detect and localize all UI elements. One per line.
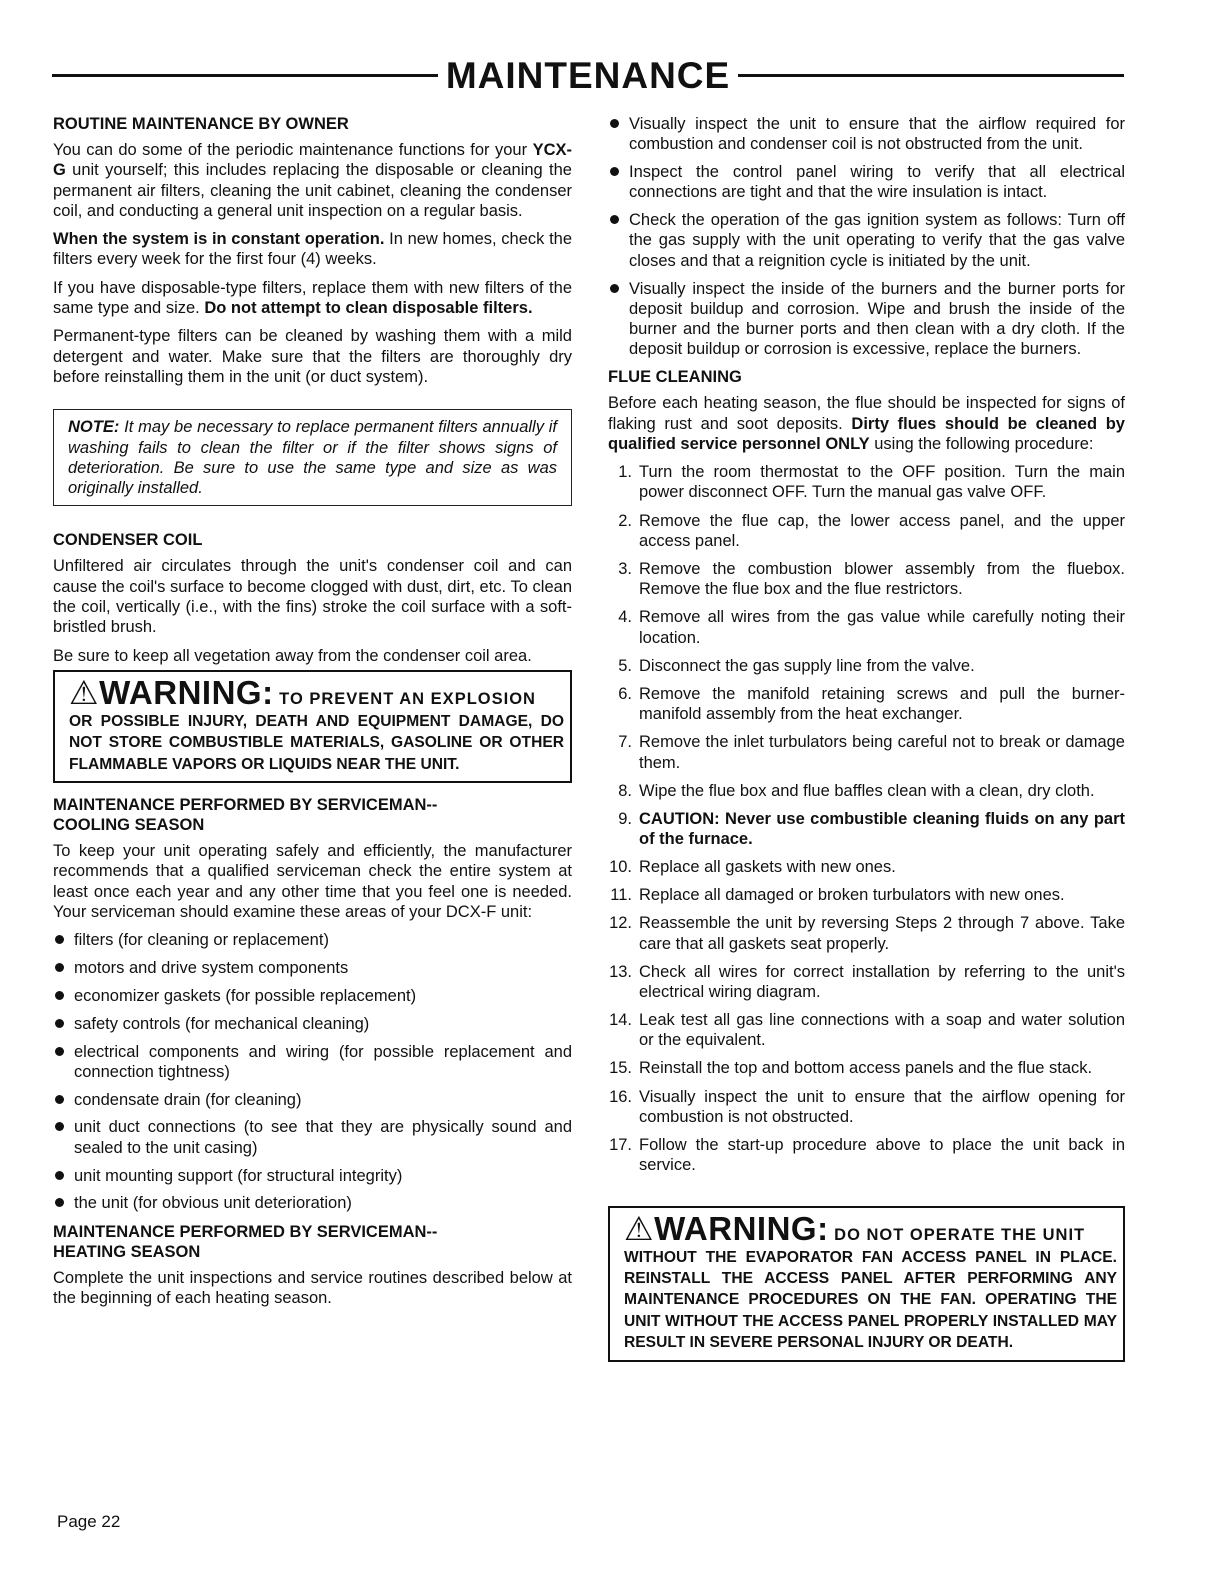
step-number: 14. bbox=[609, 1011, 632, 1030]
list-item: the unit (for obvious unit deterioration) bbox=[53, 1193, 572, 1213]
list-item: electrical components and wiring (for possible replacement and connection tightness) bbox=[53, 1042, 572, 1083]
step-text: Disconnect the gas supply line from the valve. bbox=[639, 656, 975, 675]
bullet-icon bbox=[55, 1095, 64, 1104]
note-label: NOTE: bbox=[68, 418, 120, 437]
step-text: Leak test all gas line connections with a soap and water solution or the equivalent. bbox=[639, 1011, 1125, 1050]
bullet-icon bbox=[55, 991, 64, 1000]
left-column bbox=[53, 114, 572, 1316]
flue-step bbox=[608, 684, 1125, 725]
step-number: 12. bbox=[609, 914, 632, 933]
bullet-icon bbox=[610, 119, 619, 128]
page-header bbox=[52, 50, 1124, 100]
step-number: 1. bbox=[618, 463, 632, 482]
flue-step bbox=[608, 607, 1125, 648]
heating-checklist bbox=[608, 114, 1125, 360]
flue-step bbox=[608, 511, 1125, 552]
flue-step bbox=[608, 559, 1125, 600]
page-number: Page 22 bbox=[57, 1512, 121, 1531]
bullet-icon bbox=[610, 284, 619, 293]
warning-text: WITHOUT THE EVAPORATOR FAN ACCESS PANEL IN PLACE. REINSTALL THE ACCESS PANEL AFTER PERFORMING ANY MAINTENANCE PROCEDURES ON THE FAN. OPERATING THE UNIT WITHOUT THE ACCESS PANEL PROPERLY INSTALLED MAY RESULT IN SEVERE PERSONAL INJURY OR DEATH. bbox=[624, 1248, 1117, 1352]
list-item: unit mounting support (for structural integrity) bbox=[53, 1166, 572, 1186]
step-text: Remove all wires from the gas value while carefully noting their location. bbox=[639, 608, 1125, 647]
right-column bbox=[608, 114, 1125, 1362]
flue-step bbox=[608, 656, 1125, 676]
flue-step bbox=[608, 809, 1125, 850]
warning-text: OR POSSIBLE INJURY, DEATH AND EQUIPMENT DAMAGE, DO NOT STORE COMBUSTIBLE MATERIALS, GASOLINE OR OTHER FLAMMABLE VAPORS OR LIQUIDS NEAR THE UNIT. bbox=[69, 712, 564, 773]
flue-step bbox=[608, 1058, 1125, 1078]
bullet-icon bbox=[55, 1047, 64, 1056]
warning-box-access-panel bbox=[608, 1206, 1125, 1362]
step-number: 5. bbox=[618, 656, 632, 675]
step-number: 4. bbox=[618, 608, 632, 627]
cooling-intro: To keep your unit operating safely and efficiently, the manufacturer recommends that a qualified serviceman check the entire system at least once each year and any other time that you feel one is needed. Your serviceman should examine these areas of your DCX-F unit: bbox=[53, 842, 572, 922]
step-number: 10. bbox=[609, 858, 632, 877]
step-number: 15. bbox=[609, 1059, 632, 1078]
header-rule-right bbox=[738, 74, 1124, 77]
list-item: condensate drain (for cleaning) bbox=[53, 1090, 572, 1110]
step-number: 17. bbox=[609, 1135, 632, 1154]
routine-paragraph-4: Permanent-type filters can be cleaned by washing them with a mild detergent and water. Make sure that the filters are thoroughly dry before reinstalling them in the unit (or duct system). bbox=[53, 327, 572, 386]
bullet-icon bbox=[610, 215, 619, 224]
flue-step bbox=[608, 1087, 1125, 1128]
step-text: CAUTION: Never use combustible cleaning fluids on any part of the furnace. bbox=[639, 809, 1125, 848]
warning-lead: TO PREVENT AN EXPLOSION bbox=[273, 689, 536, 708]
list-item: Visually inspect the inside of the burners and the burner ports for deposit buildup and corrosion. Wipe and brush the inside of the burner and the burner ports and then clean with a dry cloth. If the deposit buildup or corrosion is excessive, replace the burners. bbox=[608, 279, 1125, 360]
bullet-icon bbox=[610, 167, 619, 176]
list-item: Inspect the control panel wiring to verify that all electrical connections are tight and that the wire insulation is intact. bbox=[608, 162, 1125, 203]
condenser-paragraph-2: Be sure to keep all vegetation away from the condenser coil area. bbox=[53, 646, 532, 665]
step-number: 11. bbox=[610, 886, 632, 905]
step-text: Remove the combustion blower assembly from the fluebox. Remove the flue box and the flue restrictors. bbox=[639, 559, 1125, 599]
bullet-icon bbox=[55, 1019, 64, 1028]
step-number: 16. bbox=[609, 1087, 632, 1106]
step-text: Remove the manifold retaining screws and pull the burner-manifold assembly from the heat exchanger. bbox=[639, 684, 1125, 724]
step-number: 13. bbox=[609, 962, 632, 981]
warning-box-explosion bbox=[53, 670, 572, 783]
step-text: Remove the inlet turbulators being careful not to break or damage them. bbox=[639, 733, 1125, 772]
flue-step bbox=[608, 962, 1125, 1003]
step-text: Visually inspect the unit to ensure that the airflow opening for combustion is not obstructed. bbox=[639, 1087, 1125, 1126]
list-item: Check the operation of the gas ignition system as follows: Turn off the gas supply with the unit operating to verify that the gas valve closes and that a reignition cycle is initiated by the unit. bbox=[608, 210, 1125, 271]
cooling-checklist bbox=[53, 930, 572, 1213]
flue-heading: FLUE CLEANING bbox=[608, 368, 742, 387]
condenser-heading: CONDENSER COIL bbox=[53, 531, 203, 550]
step-text: Replace all damaged or broken turbulators with new ones. bbox=[639, 886, 1065, 905]
routine-heading: ROUTINE MAINTENANCE BY OWNER bbox=[53, 115, 349, 133]
heating-intro: Complete the unit inspections and service routines described below at the beginning of each heating season. bbox=[53, 1268, 572, 1307]
model-name: YCX-G bbox=[53, 141, 572, 180]
list-item: motors and drive system components bbox=[53, 958, 572, 978]
step-text: Check all wires for correct installation by referring to the unit's electrical wiring diagram. bbox=[639, 962, 1125, 1001]
step-number: 6. bbox=[618, 684, 632, 703]
cooling-heading: MAINTENANCE PERFORMED BY SERVICEMAN-- COOLING SEASON bbox=[53, 796, 438, 835]
flue-step bbox=[608, 1010, 1125, 1051]
flue-step bbox=[608, 857, 1125, 877]
bullet-icon bbox=[55, 1171, 64, 1180]
list-item: filters (for cleaning or replacement) bbox=[53, 930, 572, 950]
warning-word: WARNING: bbox=[99, 673, 274, 711]
flue-step bbox=[608, 781, 1125, 801]
step-text: Replace all gaskets with new ones. bbox=[639, 858, 896, 877]
step-number: 2. bbox=[618, 511, 632, 530]
step-number: 9. bbox=[618, 809, 632, 828]
routine-paragraph-3: If you have disposable-type filters, replace them with new filters of the same type and size. Do not attempt to clean disposable filters. bbox=[53, 278, 572, 318]
step-number: 8. bbox=[618, 781, 632, 800]
step-text: Reinstall the top and bottom access panels and the flue stack. bbox=[639, 1059, 1093, 1078]
flue-intro: Before each heating season, the flue should be inspected for signs of flaking rust and soot deposits. Dirty flues should be cleaned by qualified service personnel ONLY using the following procedure: bbox=[608, 394, 1125, 453]
flue-step bbox=[608, 1135, 1125, 1176]
step-text: Wipe the flue box and flue baffles clean with a clean, dry cloth. bbox=[639, 781, 1095, 800]
step-text: Reassemble the unit by reversing Steps 2 through 7 above. Take care that all gaskets seat properly. bbox=[639, 914, 1125, 953]
warning-triangle-icon: ⚠ bbox=[69, 673, 100, 711]
list-item: economizer gaskets (for possible replacement) bbox=[53, 986, 572, 1006]
step-text: Remove the flue cap, the lower access panel, and the upper access panel. bbox=[639, 511, 1125, 550]
flue-steps-list bbox=[608, 462, 1125, 1175]
step-text: Follow the start-up procedure above to place the unit back in service. bbox=[639, 1135, 1125, 1175]
bullet-icon bbox=[55, 1122, 64, 1131]
list-item: unit duct connections (to see that they are physically sound and sealed to the unit casing) bbox=[53, 1117, 572, 1158]
step-number: 3. bbox=[618, 559, 632, 578]
flue-step bbox=[608, 732, 1125, 773]
routine-paragraph-2: When the system is in constant operation. In new homes, check the filters every week for the first four (4) weeks. bbox=[53, 230, 573, 269]
list-item: Visually inspect the unit to ensure that the airflow required for combustion and condenser coil is not obstructed from the unit. bbox=[608, 114, 1125, 155]
flue-step bbox=[608, 913, 1125, 954]
page-title: MAINTENANCE bbox=[445, 54, 731, 96]
bullet-icon bbox=[55, 963, 64, 972]
warning-lead: DO NOT OPERATE THE UNIT bbox=[828, 1225, 1086, 1244]
list-item: safety controls (for mechanical cleaning) bbox=[53, 1014, 572, 1034]
flue-step bbox=[608, 462, 1125, 503]
step-text: Turn the room thermostat to the OFF position. Turn the main power disconnect OFF. Turn the manual gas valve OFF. bbox=[639, 463, 1125, 502]
warning-word: WARNING: bbox=[654, 1209, 829, 1247]
routine-paragraph-1: You can do some of the periodic maintenance functions for your YCX-G unit yourself; this includes replacing the disposable or cleaning the permanent air filters, cleaning the unit cabinet, cleaning the condenser coil, and conducting a general unit inspection on a regular basis. bbox=[53, 141, 572, 220]
note-text: It may be necessary to replace permanent filters annually if washing fails to clean the filter or if the filter shows signs of deterioration. Be sure to use the same type and size as was originally installed. bbox=[68, 418, 557, 498]
heating-heading: MAINTENANCE PERFORMED BY SERVICEMAN-- HEATING SEASON bbox=[53, 1222, 438, 1261]
flue-step bbox=[608, 885, 1125, 905]
note-box bbox=[53, 409, 572, 506]
condenser-paragraph-1: Unfiltered air circulates through the unit's condenser coil and can cause the coil's surface to become clogged with dust, dirt, etc. To clean the coil, vertically (i.e., with the fins) stroke the coil surface with a soft-bristled brush. bbox=[53, 557, 572, 637]
header-rule-left bbox=[52, 74, 438, 77]
warning-triangle-icon: ⚠ bbox=[624, 1209, 655, 1247]
bullet-icon bbox=[55, 1198, 64, 1207]
bullet-icon bbox=[55, 935, 64, 944]
step-number: 7. bbox=[618, 733, 632, 752]
